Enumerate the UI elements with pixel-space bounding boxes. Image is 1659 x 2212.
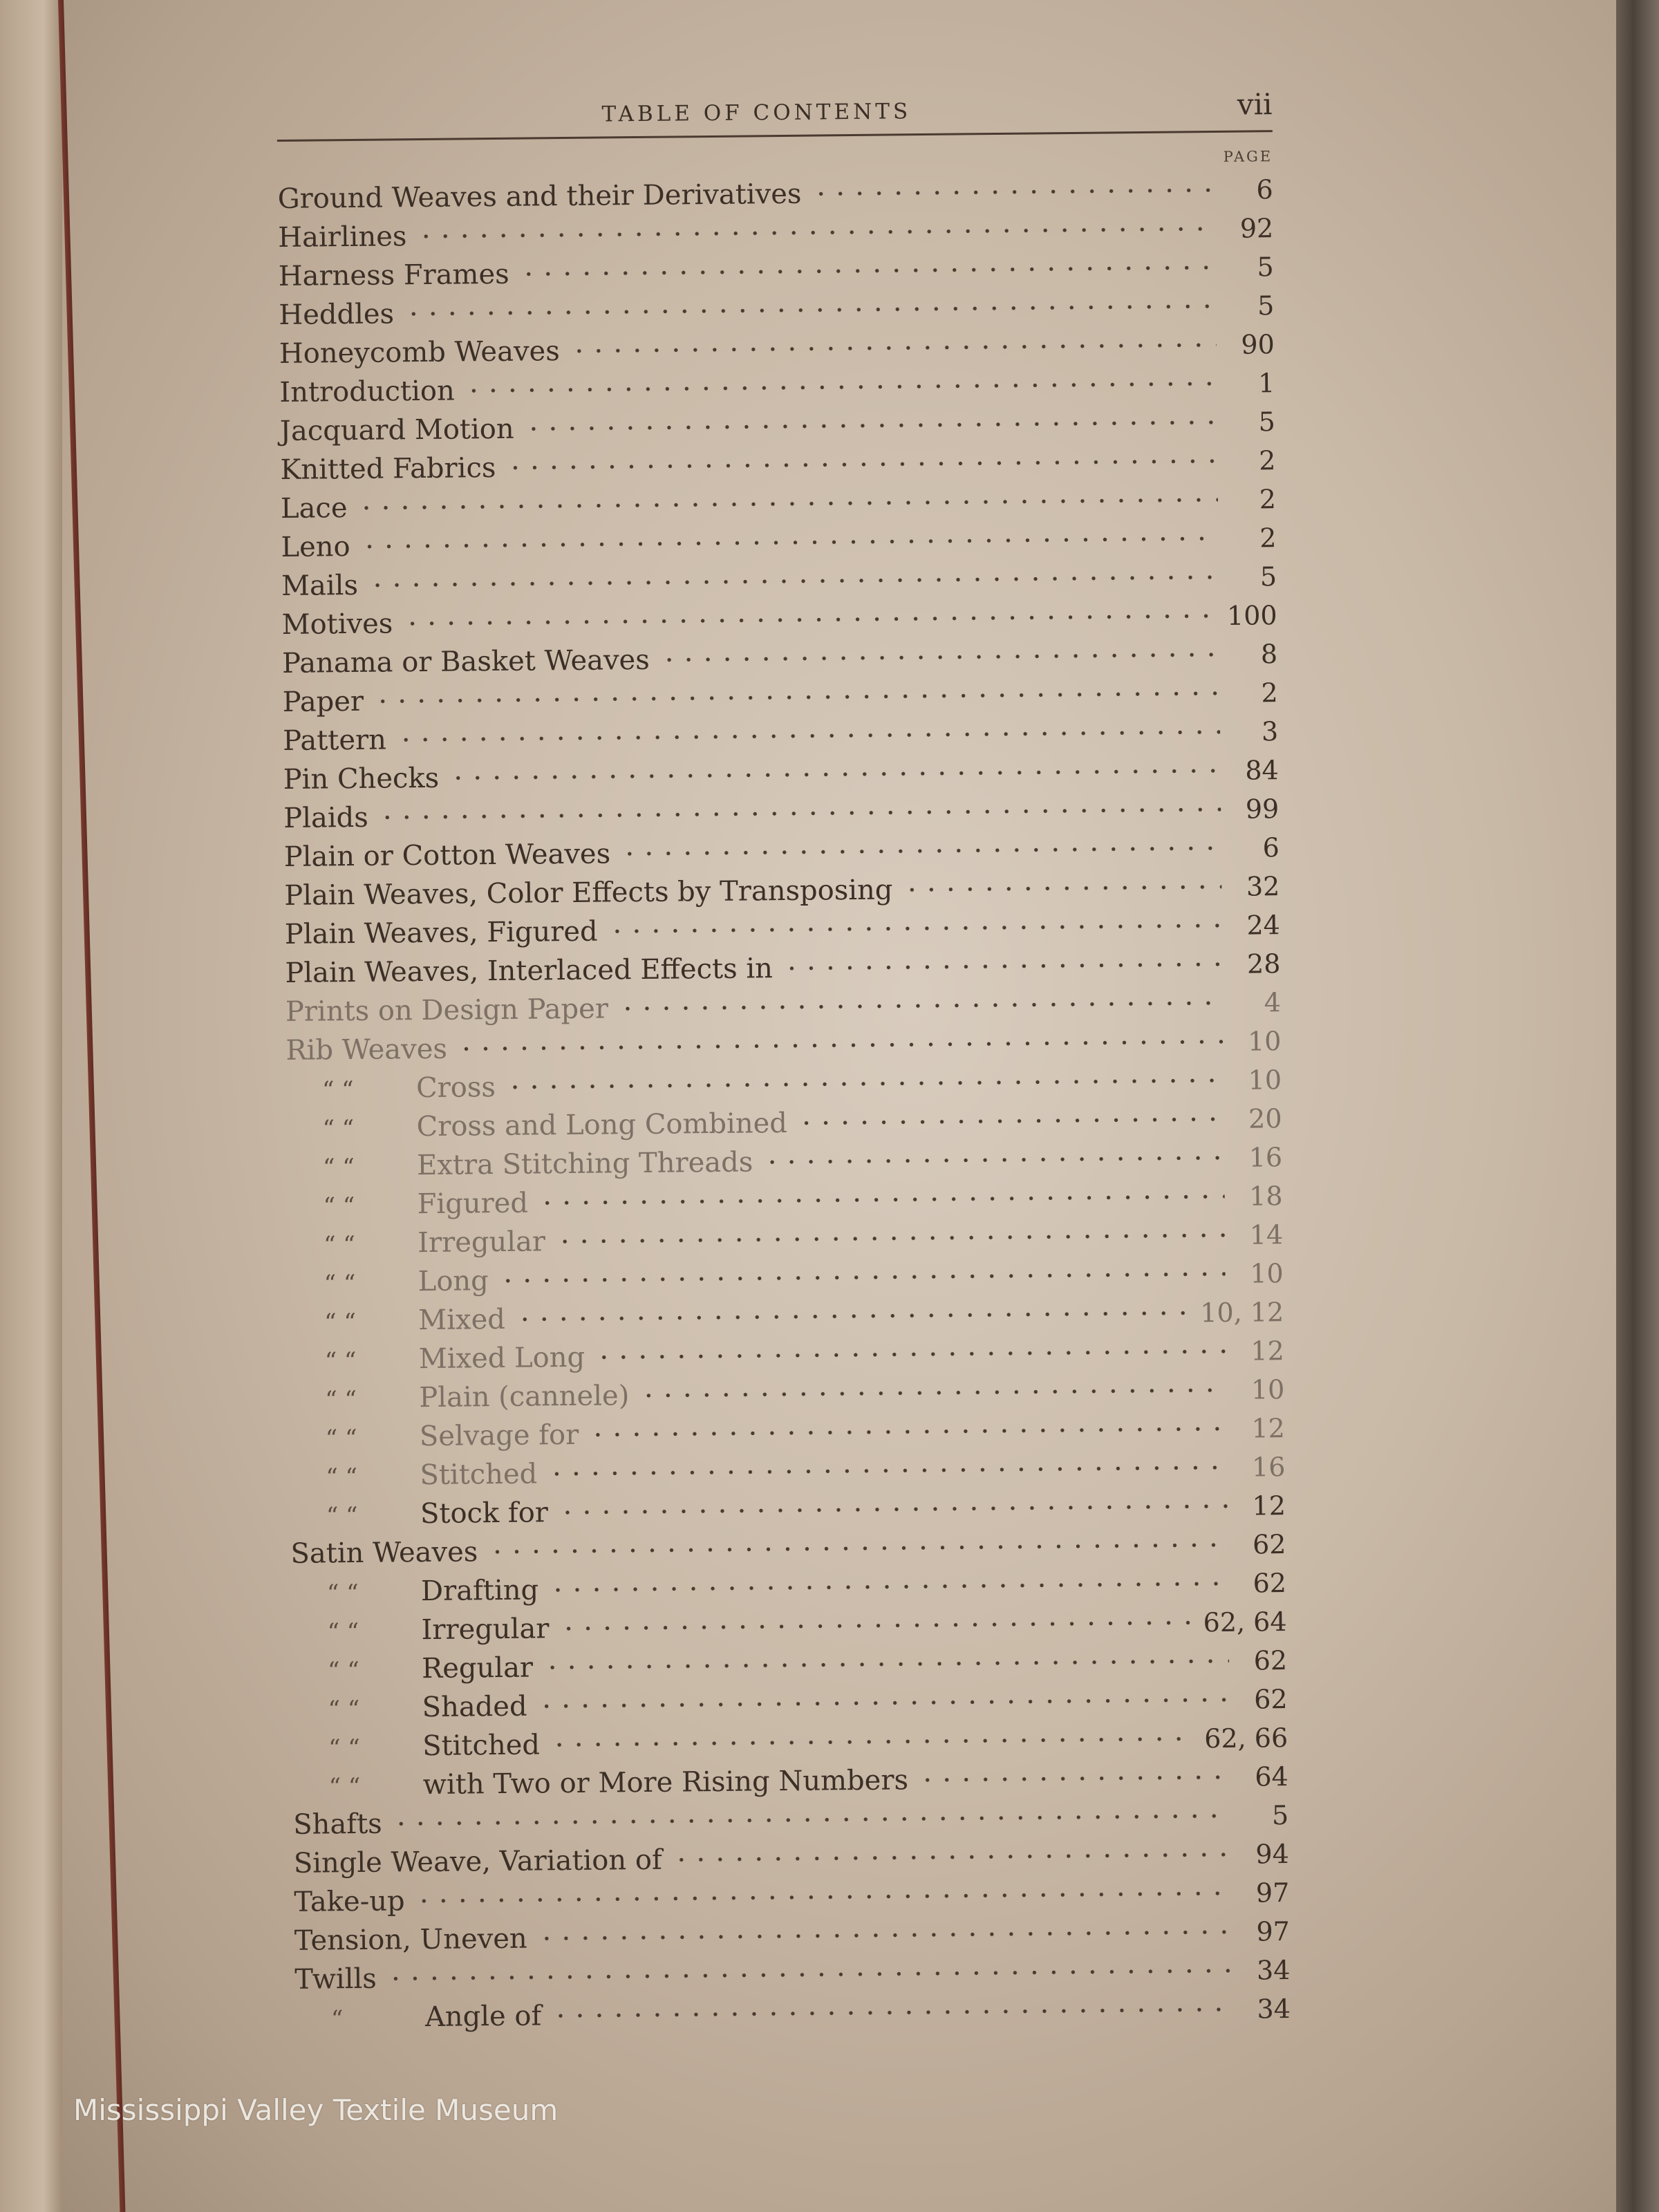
toc-entry-title: Stitched [420,1458,538,1492]
toc-entry-page: 16 [1251,1452,1286,1483]
toc-entry-title: Plain Weaves, Color Effects by Transposing [284,874,893,912]
toc-entry-title: Plaids [283,801,369,834]
watermark: Mississippi Valley Textile Museum [73,2093,559,2127]
toc-entry-page: 14 [1249,1219,1284,1250]
toc-entry-page: 5 [1258,406,1276,438]
toc-page [276,66,1292,2150]
toc-entry-title: Motives [281,608,393,641]
toc-entry-title: Single Weave, Variation of [293,1844,662,1880]
toc-entry-page: 84 [1245,755,1279,786]
dot-leader [782,957,1223,975]
toc-entry-page: 6 [1256,174,1273,205]
dot-leader [548,1577,1228,1597]
toc-entry-title: Hairlines [278,221,407,254]
toc-entry-title: Take-up [294,1885,405,1918]
book-cover-edge [1616,0,1659,2212]
dot-leader [524,415,1217,436]
dot-leader [550,1732,1194,1752]
toc-entry-page: 8 [1260,639,1278,670]
toc-entry-page: 62, 64 [1203,1606,1287,1638]
dot-leader [360,532,1219,554]
toc-entry-title: Figured [417,1187,529,1221]
toc-entry-title: Mixed Long [418,1341,585,1376]
toc-entry-title: Rib Weaves [285,1033,448,1067]
toc-entry-page: 5 [1259,561,1277,592]
ditto-marks: “ “ [326,1501,358,1530]
toc-entry-title: Plain (cannele) [419,1380,630,1414]
dot-leader [465,377,1217,397]
toc-entry-title: Leno [281,531,350,563]
dot-leader [762,1151,1224,1169]
toc-entry-title: Long [418,1265,489,1298]
toc-entry-title: Ground Weaves and their Derivatives [277,178,802,215]
toc-entry-title: Panama or Basket Weaves [281,644,650,679]
toc-entry-page: 12 [1251,1413,1286,1444]
toc-entry-page: 10 [1247,1026,1282,1057]
dot-leader [386,1964,1232,1986]
ditto-marks: “ “ [328,1695,360,1724]
toc-entry-title: Extra Stitching Threads [416,1146,753,1182]
toc-entry-title: Drafting [420,1574,539,1608]
toc-entry-page: 34 [1257,1994,1291,2025]
toc-entry-page: 34 [1256,1955,1291,1986]
toc-entry-page: 90 [1241,329,1275,360]
dot-leader [357,493,1218,515]
toc-entry-page: 3 [1261,716,1279,747]
toc-entry-page: 5 [1271,1800,1289,1831]
toc-entry-page: 100 [1226,600,1277,631]
toc-entry-page: 97 [1255,1877,1290,1909]
dot-leader [558,1499,1228,1519]
toc-entry-title: Honeycomb Weaves [279,335,560,370]
toc-entry-title: Introduction [279,375,455,409]
ditto-marks: “ “ [322,1153,355,1182]
dot-leader [416,222,1215,243]
dot-leader [505,1074,1224,1094]
page-number-roman: vii [1237,87,1273,122]
toc-entry-page: 99 [1245,794,1280,825]
page-title: TABLE OF CONTENTS [601,99,912,127]
dot-leader [537,1925,1232,1946]
toc-entry-title: Angle of [424,2000,542,2034]
dot-leader [608,919,1222,939]
toc-entry-page: 2 [1259,445,1276,476]
dot-leader [594,1344,1226,1365]
toc-entry-page: 62 [1253,1568,1287,1599]
toc-entry-title: Irregular [421,1613,550,1647]
toc-entry-page: 24 [1246,910,1281,941]
toc-entry-page: 12 [1252,1490,1286,1521]
toc-entry-title: Jacquard Motion [279,413,514,447]
dot-leader [588,1422,1227,1442]
toc-entry-title: Plain Weaves, Interlaced Effects in [285,953,774,989]
toc-entry-page: 62 [1253,1645,1288,1676]
toc-entry-title: Pattern [283,724,387,757]
dot-leader [659,648,1220,667]
dot-leader [487,1538,1228,1559]
dot-leader [902,880,1221,897]
dot-leader [505,454,1217,475]
dot-leader [457,1035,1224,1056]
ditto-marks: “ [330,2005,344,2034]
toc-entry-title: Harness Frames [278,258,509,292]
toc-entry-title: Cross [415,1071,496,1105]
left-page-edge [0,0,62,2212]
toc-entry-title: Selvage for [419,1418,579,1453]
dot-leader [620,841,1221,861]
toc-entry-page: 32 [1246,871,1280,902]
running-head [276,80,1273,131]
toc-entry-title: Pin Checks [283,762,440,796]
ditto-marks: “ “ [325,1385,357,1414]
ditto-marks: “ “ [323,1192,355,1221]
ditto-marks: “ “ [324,1269,356,1298]
page-column-label: PAGE [1223,148,1273,165]
toc-entry-page: 10 [1250,1374,1285,1405]
dot-leader [543,1654,1229,1675]
toc-entry-title: Stock for [420,1497,549,1530]
toc-entry-title: Heddles [279,298,395,331]
dot-leader [378,803,1221,825]
toc-entry-page: 2 [1259,523,1277,554]
binding-gutter [58,0,125,2212]
toc-entry-title: Irregular [417,1226,546,1259]
toc-entry-page: 12 [1250,1335,1284,1367]
ditto-marks: “ “ [328,1772,361,1801]
toc-entry-title: Satin Weaves [290,1536,478,1570]
toc-entry-page: 62 [1252,1529,1286,1560]
toc-entry-title: Shaded [422,1690,527,1724]
toc-entry-page: 5 [1257,252,1274,283]
ditto-marks: “ “ [324,1347,357,1376]
toc-entry-title: Shafts [293,1808,382,1841]
dot-leader [449,764,1221,785]
ditto-marks: “ “ [326,1579,359,1608]
toc-entry-page: 5 [1257,290,1275,321]
toc-entry-title: Regular [421,1651,534,1685]
toc-entry-page: 16 [1248,1142,1283,1173]
toc-entry-title: Knitted Fabrics [280,451,496,486]
ditto-marks: “ “ [328,1734,360,1763]
dot-leader [672,1848,1231,1867]
dot-leader [811,183,1215,201]
ditto-marks: “ “ [324,1230,356,1259]
toc-entry-title: Plain or Cotton Weaves [283,838,611,873]
dot-leader [570,338,1217,358]
toc-entry-page: 62, 66 [1204,1723,1288,1754]
toc-entry-title: Paper [282,685,364,718]
toc-entry-page: 2 [1261,677,1278,709]
ditto-marks: “ “ [326,1463,358,1492]
dot-leader [639,1383,1226,1403]
toc-entry-page: 18 [1249,1181,1283,1212]
dot-leader [547,1461,1227,1481]
dot-leader [414,1886,1231,1908]
dot-leader [538,1190,1225,1210]
ditto-marks: “ “ [324,1308,357,1337]
dot-leader [392,1809,1231,1831]
ditto-marks: “ “ [327,1656,359,1685]
toc-entry-page: 92 [1239,213,1274,244]
toc-entry-page: 20 [1248,1103,1282,1134]
dot-leader [797,1112,1224,1130]
dot-leader [555,1228,1225,1248]
toc-entry-page: 10 [1248,1065,1282,1096]
toc-entry-page: 10, 12 [1200,1297,1284,1329]
toc-entry-page: 94 [1255,1839,1289,1870]
dot-leader [559,1615,1193,1635]
toc-entry-title: Twills [294,1962,377,1996]
dot-leader [515,1306,1191,1326]
dot-leader [618,996,1223,1015]
toc-entry-page: 1 [1257,368,1275,399]
dot-leader [551,2003,1232,2023]
ditto-marks: “ “ [321,1076,354,1105]
toc-list [277,170,1291,2038]
toc-entry-page: 64 [1255,1761,1288,1792]
dot-leader [498,1267,1226,1288]
toc-entry-title: Cross and Long Combined [416,1107,788,1143]
toc-entry-page: 10 [1250,1258,1284,1289]
dot-leader [536,1693,1229,1714]
dot-leader [396,725,1220,747]
dot-leader [519,261,1216,281]
toc-entry-page: 62 [1254,1684,1288,1715]
toc-entry-page: 28 [1246,948,1281,980]
toc-entry-page: 2 [1259,484,1277,515]
dot-leader [402,609,1217,630]
dot-leader [918,1770,1230,1787]
toc-entry-page: 97 [1256,1916,1291,1947]
toc-entry-title: with Two or More Rising Numbers [422,1764,909,1801]
dot-leader [373,686,1220,709]
dot-leader [368,570,1219,592]
ditto-marks: “ “ [327,1618,359,1647]
toc-entry-page: 4 [1264,987,1282,1018]
toc-entry-page: 6 [1262,832,1280,863]
toc-entry-title: Plain Weaves, Figured [284,915,598,950]
toc-entry-title: Stitched [422,1729,541,1763]
header-rule [277,130,1273,142]
ditto-marks: “ “ [325,1424,357,1453]
toc-entry-title: Tension, Uneven [294,1922,527,1957]
ditto-marks: “ “ [322,1114,355,1143]
toc-entry-title: Prints on Design Paper [285,993,609,1028]
toc-entry-title: Lace [280,492,348,525]
dot-leader [404,299,1216,321]
toc-entry-title: Mixed [418,1303,506,1337]
toc-entry-title: Mails [281,569,359,602]
